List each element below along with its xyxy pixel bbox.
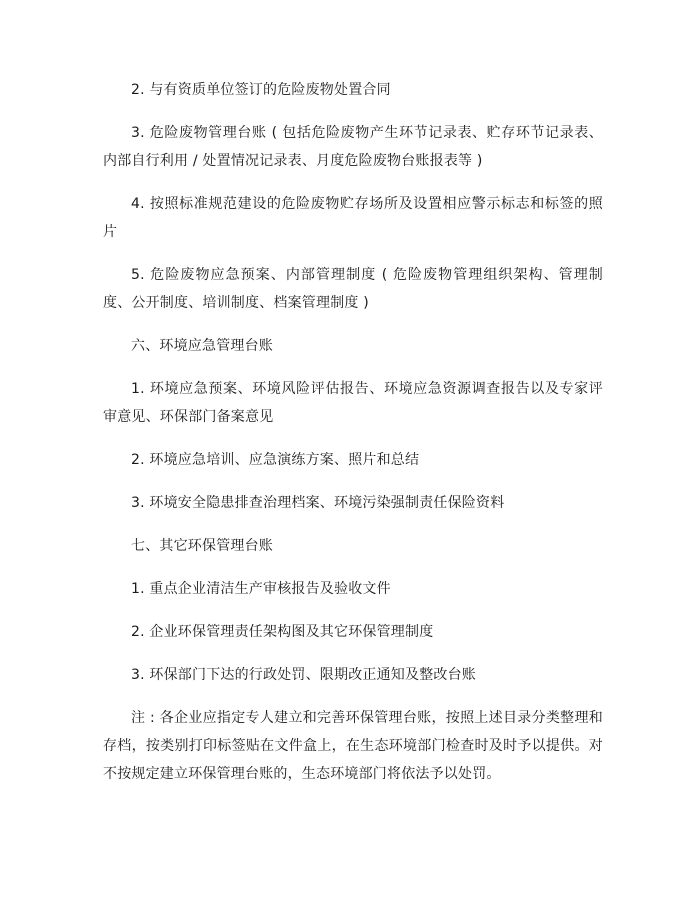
item-safety-hazard-insurance: 3. 环境安全隐患排查治理档案、环境污染强制责任保险资料 xyxy=(131,495,505,511)
item-administrative-penalties: 3. 环保部门下达的行政处罚、限期改正通知及整改台账 xyxy=(131,667,477,683)
item-storage-site-photos: 4. 按照标准规范建设的危险废物贮存场所及设置相应警示标志和标签的照片 xyxy=(103,196,603,240)
section-heading-other-ledgers: 七、其它环保管理台账 xyxy=(131,538,273,554)
item-cleaner-production-audit: 1. 重点企业清洁生产审核报告及验收文件 xyxy=(131,581,391,597)
item-responsibility-structure: 2. 企业环保管理责任架构图及其它环保管理制度 xyxy=(131,624,434,640)
note-paragraph: 注 : 各企业应指定专人建立和完善环保管理台账，按照上述目录分类整理和存档，按类别打印标签贴在文件盒上，在生态环境部门检查时及时予以提供。对不按规定建立环保管理台账的，生态环境部门将依法予以处罚。 xyxy=(103,710,603,782)
section-heading-environmental-emergency: 六、环境应急管理台账 xyxy=(131,338,273,354)
item-emergency-plan-risk-report: 1. 环境应急预案、环境风险评估报告、环境应急资源调查报告以及专家评审意见、环保部门备案意见 xyxy=(103,381,603,425)
item-hazardous-waste-contract: 2. 与有资质单位签订的危险废物处置合同 xyxy=(131,82,391,98)
item-hazardous-waste-ledger: 3. 危险废物管理台账 ( 包括危险废物产生环节记录表、贮存环节记录表、内部自行利用 / 处置情况记录表、月度危险废物台账报表等 ) xyxy=(103,125,603,169)
item-emergency-training-drills: 2. 环境应急培训、应急演练方案、照片和总结 xyxy=(131,452,420,468)
document-body xyxy=(103,76,603,803)
item-emergency-plan-internal-rules: 5. 危险废物应急预案、内部管理制度 ( 危险废物管理组织架构、管理制度、公开制度、培训制度、档案管理制度 ) xyxy=(103,267,603,311)
